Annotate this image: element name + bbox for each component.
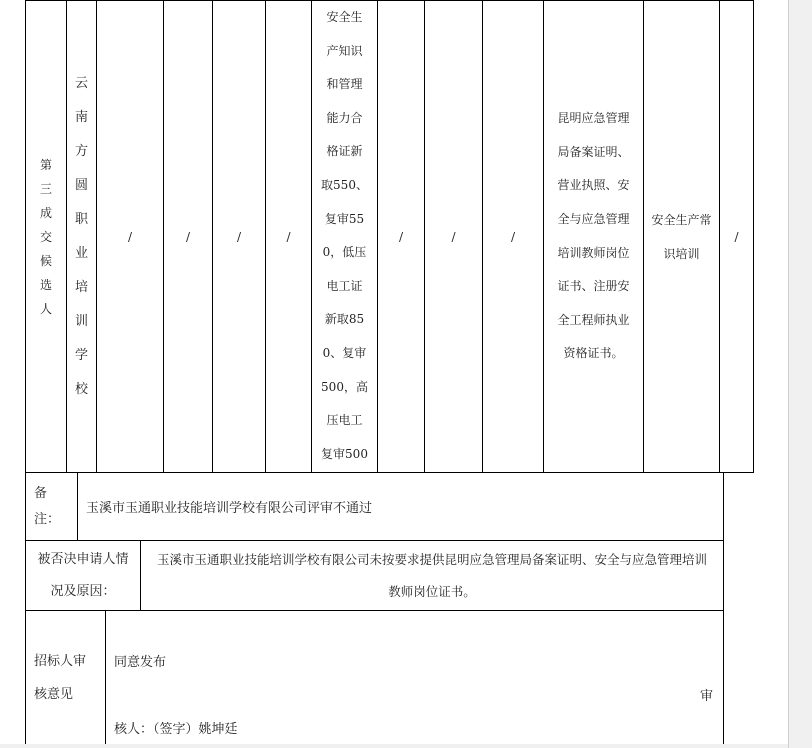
organization-requirement-line: 证书、注册安 — [557, 279, 630, 294]
candidate-name-char: 方 — [74, 143, 88, 159]
candidate-table — [25, 0, 754, 473]
rank-char: 三 — [39, 181, 52, 196]
course-line: 识培训 — [663, 246, 700, 261]
rejection-label-line2: 况及原因： — [50, 583, 116, 599]
name-cell — [67, 1, 97, 473]
review-reviewer-prefix: 审 — [699, 689, 713, 704]
certificate-line: 新取85 — [324, 312, 365, 327]
certificate-line: 500，高 — [321, 379, 368, 394]
rejection-label — [26, 541, 141, 611]
candidate-name-char: 云 — [74, 75, 88, 91]
certificate-line: 复审55 — [324, 211, 365, 226]
slash-cell: / — [720, 1, 754, 473]
certificate-line: 能力合 — [326, 110, 363, 125]
candidate-row — [26, 1, 754, 473]
remarks-label-top: 备 — [34, 485, 48, 501]
certificate-line: 压电工 — [326, 413, 363, 428]
rank-char: 人 — [39, 301, 52, 316]
organization-requirement-line: 营业执照、安 — [557, 178, 630, 193]
slash-cell: / — [97, 1, 164, 473]
review-table — [25, 610, 724, 745]
remarks-label — [26, 473, 78, 541]
certificate-line: 取550、 — [321, 177, 368, 192]
certificate-line: 0、复审 — [322, 345, 367, 360]
course-line: 安全生产常 — [651, 212, 712, 227]
certificate-line: 格证新 — [326, 144, 363, 159]
window-frame-right — [788, 0, 812, 748]
candidate-name-char: 训 — [74, 313, 88, 329]
rank-char: 成 — [39, 205, 52, 220]
organization-requirement-line: 培训教师岗位 — [557, 245, 630, 260]
review-label-line2: 核意见 — [34, 686, 74, 702]
organization-requirement-line: 资格证书。 — [563, 346, 624, 361]
rejection-text-line2: 教师岗位证书。 — [388, 583, 476, 599]
slash-cell: / — [483, 1, 544, 473]
slash-cell: / — [164, 1, 213, 473]
rejection-text — [141, 541, 724, 611]
certificate-line: 产知识 — [326, 43, 363, 58]
review-label — [26, 611, 106, 745]
review-opinion: 同意发布 — [114, 655, 167, 670]
slash-cell: / — [378, 1, 425, 473]
review-reviewer-line: 核人：（签字）姚坤廷 — [114, 722, 238, 737]
organization-requirement-line: 局备案证明、 — [557, 144, 630, 159]
slash-cell: / — [213, 1, 266, 473]
rejection-label-line1: 被否决申请人情 — [37, 551, 129, 567]
candidate-name-char: 圆 — [74, 177, 88, 193]
rejection-text-line1: 玉溪市玉通职业技能培训学校有限公司未按要求提供昆明应急管理局备案证明、安全与应急管理培训 — [156, 551, 707, 567]
slash-cell: / — [266, 1, 312, 473]
remarks-table — [25, 472, 724, 541]
certificate-line: 复审500 — [321, 446, 368, 461]
rank-char: 候 — [39, 253, 52, 268]
rank-char: 第 — [39, 157, 52, 172]
course-cell — [644, 1, 720, 473]
rejection-table — [25, 540, 724, 611]
rank-char: 交 — [39, 229, 52, 244]
certificate-line: 安全生 — [326, 10, 363, 24]
organization-requirement-line: 全与应急管理 — [557, 211, 630, 226]
candidate-name-char: 职 — [74, 211, 88, 227]
organization-requirement-line: 全工程师执业 — [557, 312, 630, 327]
organization-requirements-cell — [544, 1, 644, 473]
candidate-name-char: 业 — [74, 245, 88, 261]
rank-char: 选 — [39, 277, 52, 292]
certificate-line: 电工证 — [326, 278, 363, 293]
certificate-line: 和管理 — [326, 77, 363, 92]
organization-requirement-line: 昆明应急管理 — [557, 111, 630, 126]
window-frame-bottom — [0, 744, 788, 748]
candidate-name-char: 学 — [74, 347, 88, 363]
remarks-label-bottom: 注： — [34, 511, 61, 527]
certificate-line: 0，低压 — [322, 245, 367, 260]
candidate-name-char: 培 — [74, 279, 88, 295]
review-content — [106, 611, 724, 745]
remarks-text: 玉溪市玉通职业技能培训学校有限公司评审不通过 — [78, 473, 724, 541]
review-label-line1: 招标人审 — [34, 653, 87, 669]
candidate-name-char: 南 — [74, 109, 88, 125]
slash-cell: / — [425, 1, 483, 473]
rank-cell — [26, 1, 67, 473]
certificate-cell — [312, 1, 378, 473]
candidate-name-char: 校 — [74, 381, 88, 397]
